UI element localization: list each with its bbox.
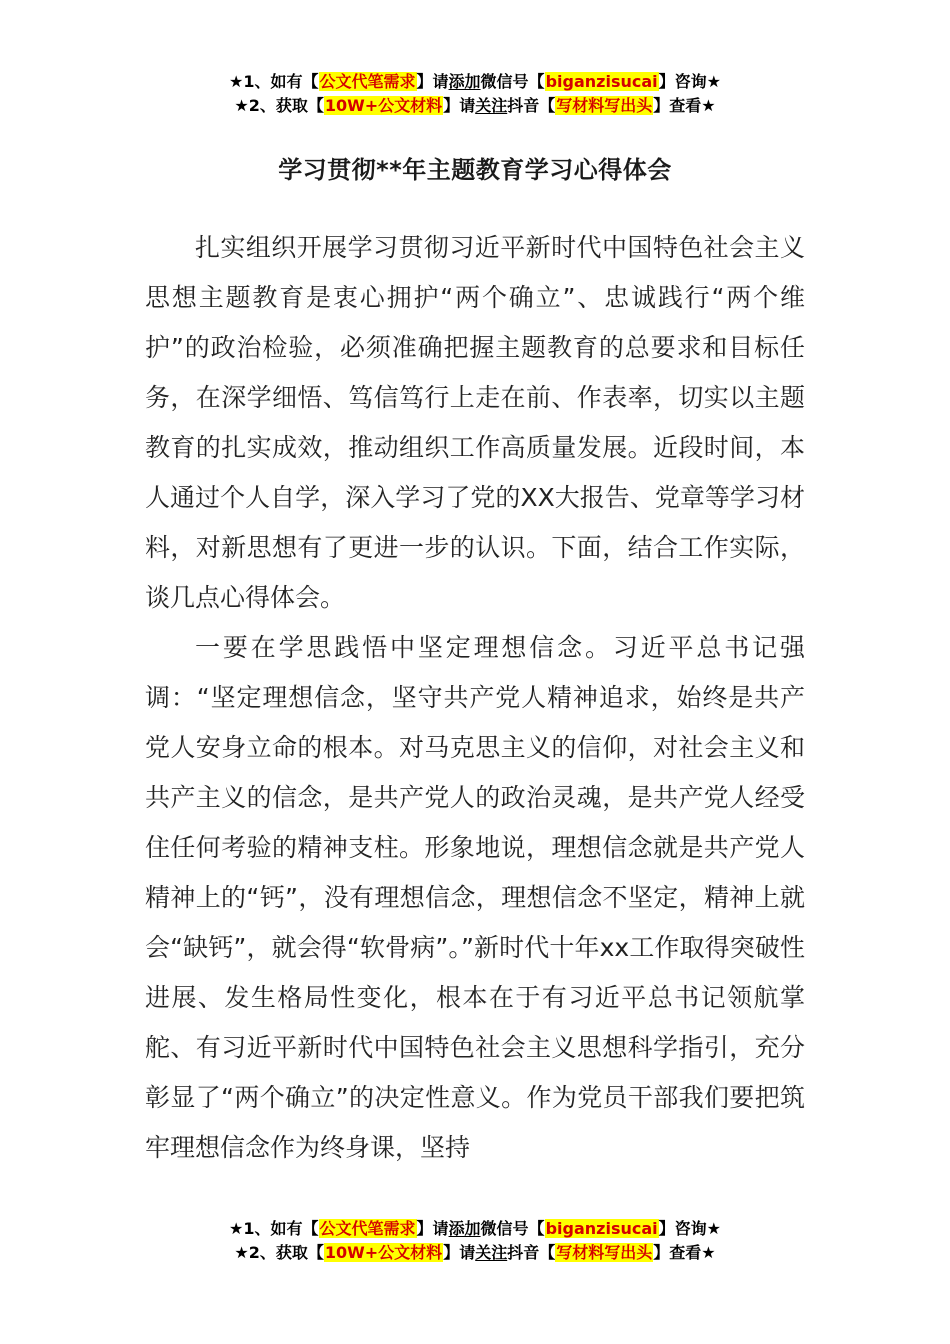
banner-highlight: 写材料写出头: [556, 96, 653, 115]
banner-text: 】请: [443, 1243, 476, 1262]
banner-highlight: 公文代笔需求: [319, 1219, 416, 1238]
banner-line-2: [0, 1241, 950, 1265]
banner-highlight: 写材料写出头: [556, 1243, 653, 1262]
banner-highlight: 公文代笔需求: [319, 72, 416, 91]
paragraph: 一要在学思践悟中坚定理想信念。习近平总书记强调：“坚定理想信念，坚守共产党人精神追求，始终是共产党人安身立命的根本。对马克思主义的信仰，对社会主义和共产主义的信念，是共产党人的政治灵魂，是共产党人经受住任何考验的精神支柱。形象地说，理想信念就是共产党人精神上的“钙”，没有理想信念，理想信念不坚定，精神上就会“缺钙”，就会得“软骨病”。”新时代十年xx工作取得突破性进展、发生格局性变化，根本在于有习近平总书记领航掌舵、有习近平新时代中国特色社会主义思想科学指引，充分彰显了“两个确立”的决定性意义。作为党员干部我们要把筑牢理想信念作为终身课，坚持: [145, 633, 805, 1162]
banner-text: 】查看★: [653, 1243, 716, 1262]
banner-text: 】请: [416, 72, 449, 91]
banner-highlight: 10W+公文材料: [324, 96, 443, 115]
banner-highlight: biganzisucai: [545, 1219, 658, 1238]
banner-text: 】查看★: [653, 96, 716, 115]
banner-text: 】咨询★: [658, 1219, 721, 1238]
banner-text: ★1、如有【: [229, 72, 319, 91]
banner-text: 】请: [416, 1219, 449, 1238]
document-title: 学习贯彻**年主题教育学习心得体会: [278, 156, 672, 184]
banner-text: 】咨询★: [658, 72, 721, 91]
banner-underlined: 关注: [475, 1243, 508, 1262]
banner-text: 抖音【: [507, 96, 556, 115]
banner-underlined: 添加: [448, 1219, 481, 1238]
banner-line-1: [0, 1217, 950, 1241]
banner-line-2: [0, 94, 950, 118]
banner-line-1: [0, 70, 950, 94]
banner-text: ★2、获取【: [234, 96, 324, 115]
banner-underlined: 添加: [448, 72, 481, 91]
banner-highlight: 10W+公文材料: [324, 1243, 443, 1262]
banner-highlight: biganzisucai: [545, 72, 658, 91]
banner-text: 微信号【: [480, 1219, 545, 1238]
footer-banner: [0, 1217, 950, 1265]
banner-underlined: 关注: [475, 96, 508, 115]
banner-text: ★1、如有【: [229, 1219, 319, 1238]
banner-text: 】请: [443, 96, 476, 115]
document-body: [145, 223, 805, 1173]
banner-text: ★2、获取【: [234, 1243, 324, 1262]
paragraph: 扎实组织开展学习贯彻习近平新时代中国特色社会主义思想主题教育是衷心拥护“两个确立”、忠诚践行“两个维护”的政治检验，必须准确把握主题教育的总要求和目标任务，在深学细悟、笃信笃行上走在前、作表率，切实以主题教育的扎实成效，推动组织工作高质量发展。近段时间，本人通过个人自学，深入学习了党的XX大报告、党章等学习材料，对新思想有了更进一步的认识。下面，结合工作实际，谈几点心得体会。: [145, 233, 805, 612]
banner-text: 微信号【: [480, 72, 545, 91]
header-banner: [0, 70, 950, 118]
banner-text: 抖音【: [507, 1243, 556, 1262]
